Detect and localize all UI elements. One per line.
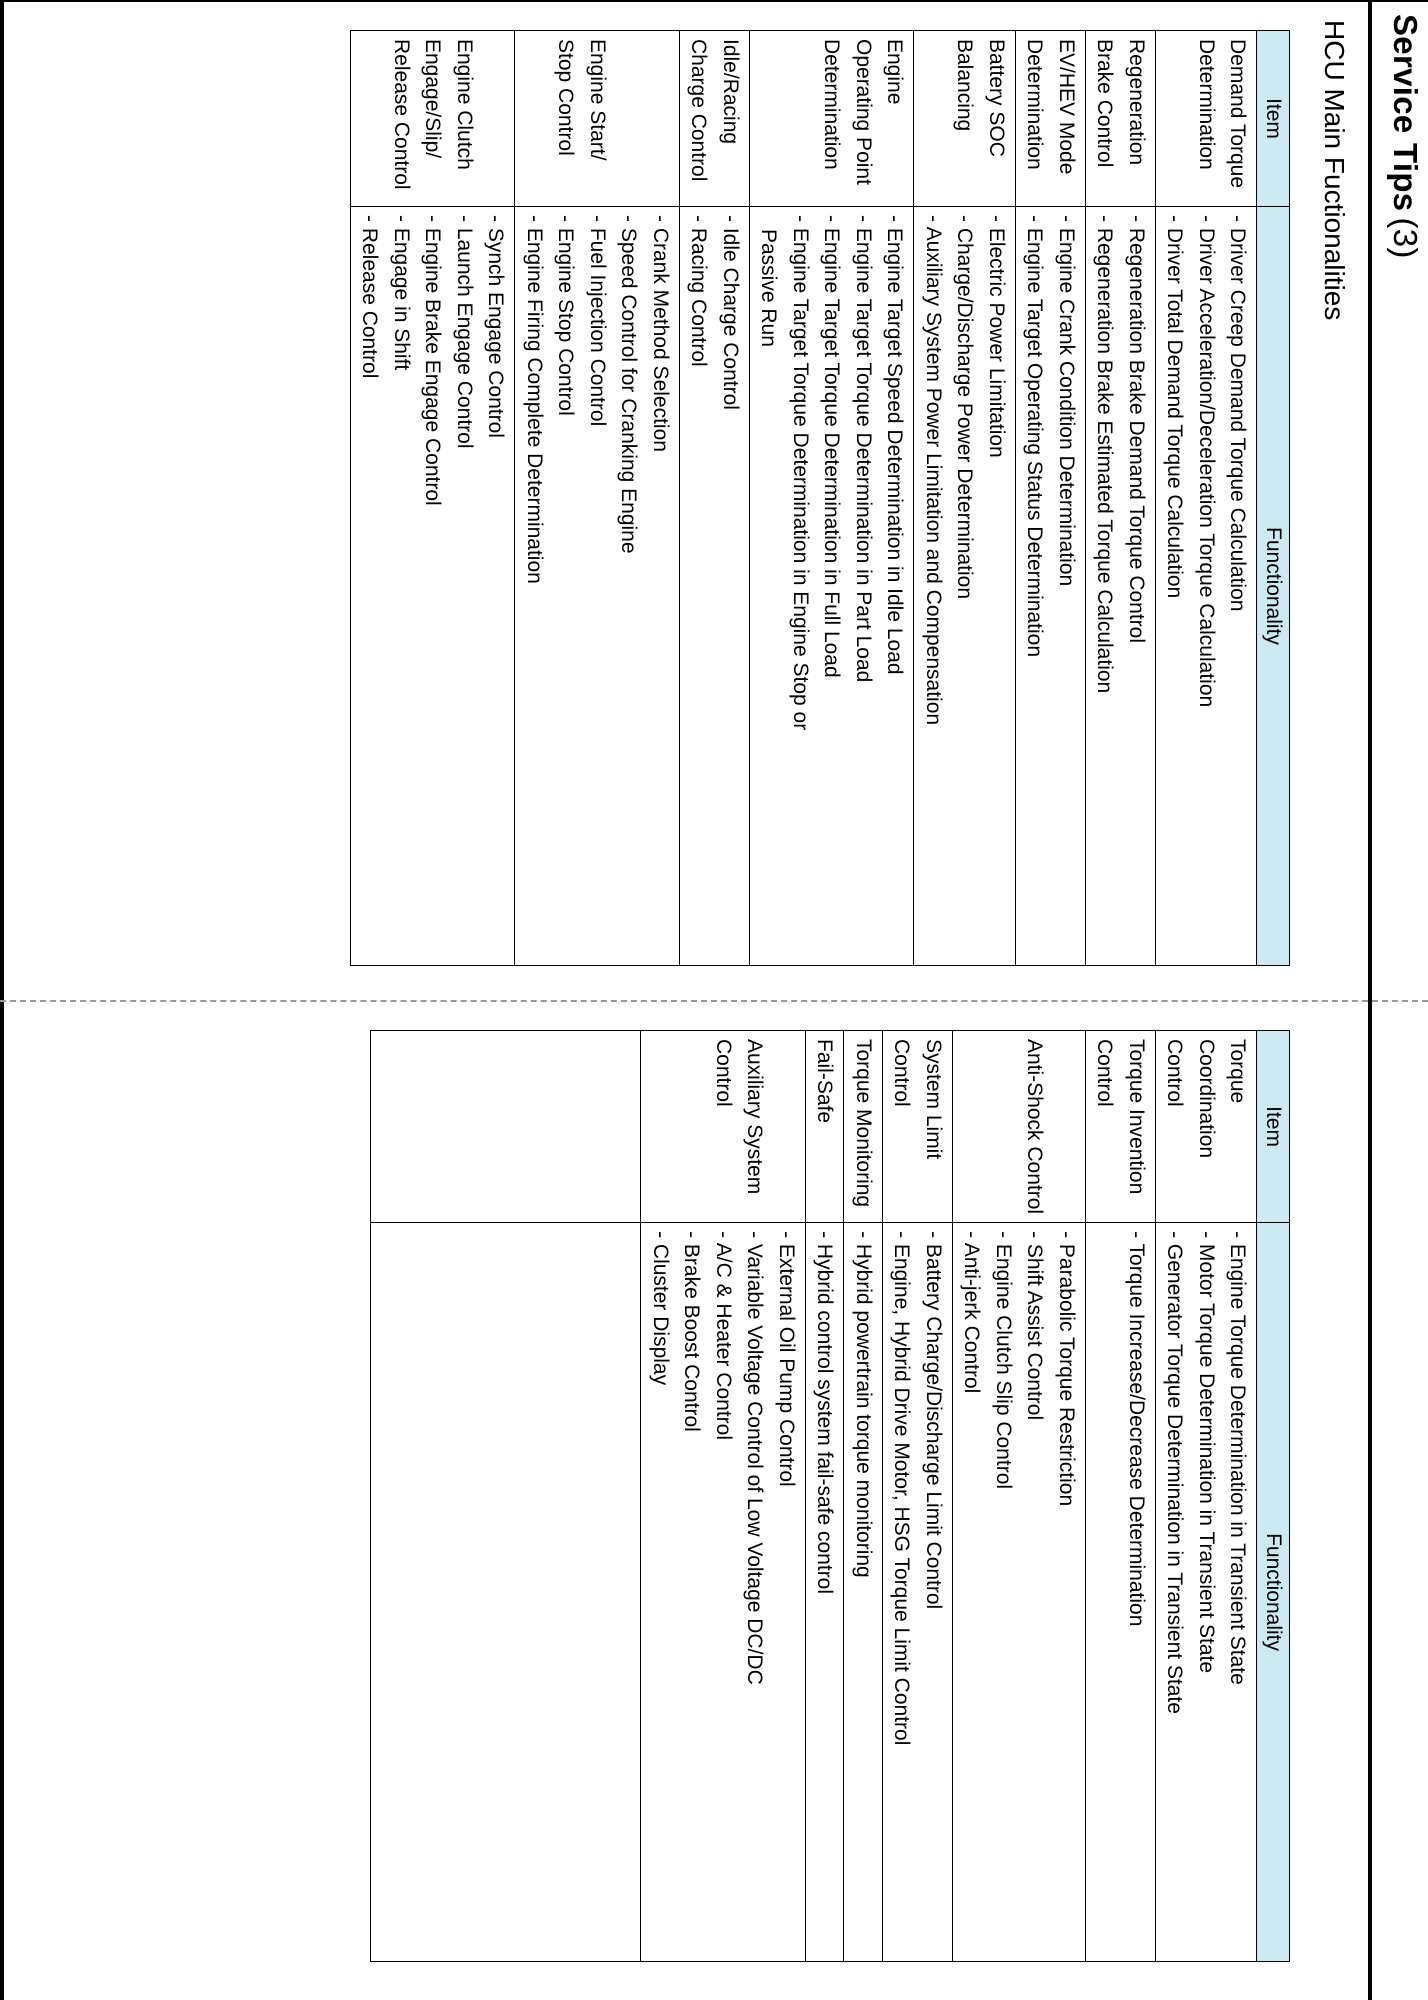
functionality-line: - Variable Voltage Control of Low Voltage DC/DC: [743, 1231, 767, 1685]
functionality-line: - Speed Control for Cranking Engine: [617, 215, 641, 554]
item-cell: [806, 1031, 845, 1223]
functionality-line: - Release Control: [358, 215, 382, 379]
functionality-line: - Electric Power Limitation: [985, 215, 1008, 458]
table-row: [515, 31, 680, 966]
item-cell: [680, 31, 750, 207]
item-cell: [914, 31, 1016, 207]
functionality-cell: [806, 1223, 845, 1962]
functionality-line: - Battery Charge/Discharge Limit Control: [922, 1231, 945, 1610]
functionality-line: - Engine Torque Determination in Transient State: [1226, 1231, 1250, 1685]
item-line: Charge Control: [687, 39, 711, 182]
item-line: Control: [890, 1039, 914, 1107]
item-line: Coordination: [1195, 1039, 1218, 1159]
functionality-cell: [883, 1223, 953, 1962]
functionality-line: - Cluster Display: [649, 1231, 672, 1386]
table-row: [883, 1031, 953, 1962]
functionality-cell: [1086, 1223, 1156, 1962]
item-line: Control: [712, 1039, 735, 1107]
functionality-cell: [641, 1223, 806, 1962]
item-line: [771, 1039, 803, 1214]
functionality-line: - Engine Target Torque Determination in Full Load: [820, 215, 844, 678]
table-row: [806, 1031, 845, 1962]
functionality-line: - Engine Clutch Slip Control: [992, 1231, 1015, 1490]
functionality-cell: [515, 207, 680, 966]
table-row: [914, 31, 1016, 966]
item-cell: [371, 1031, 641, 1223]
item-line: Regeneration: [1125, 39, 1148, 166]
item-line: Determination: [1023, 39, 1047, 170]
header-item: Item: [1257, 31, 1290, 207]
functionality-line: - Anti-jerk Control: [960, 1231, 984, 1394]
functionality-line: - Engine Firing Complete Determination: [523, 215, 546, 584]
functionality-line: - Driver Total Demand Torque Calculation: [1163, 215, 1187, 599]
item-line: Determination: [1195, 39, 1218, 170]
item-line: Torque Monitoring: [852, 1039, 875, 1208]
item-line: Stop Control: [554, 39, 578, 156]
table-row: [641, 1031, 806, 1962]
functionality-line: - Idle Charge Control: [719, 215, 742, 410]
functionality-line: - Engine Brake Engage Control: [421, 215, 445, 506]
item-line: Determination: [820, 39, 844, 170]
item-line: Brake Control: [1093, 39, 1117, 168]
functionality-line: - Engage in Shift: [390, 215, 413, 371]
functionality-cell: [844, 1223, 883, 1962]
column-divider: [0, 1000, 1428, 1002]
header-functionality: Functionality: [1257, 207, 1290, 966]
item-cell: [351, 31, 516, 207]
item-line: Auxiliary System: [743, 1039, 767, 1195]
functionality-cell: [914, 207, 1016, 966]
table-row: [844, 1031, 883, 1962]
item-line: [480, 39, 512, 198]
item-line: Engine: [883, 39, 907, 105]
functionality-cell: [371, 1223, 641, 1962]
item-line: Torque: [1226, 1039, 1250, 1104]
header-item: Item: [1257, 1031, 1290, 1223]
table-row: [1086, 31, 1156, 966]
item-line: System Limit: [922, 1039, 945, 1160]
functionality-line: - Hybrid control system fail-safe control: [813, 1231, 837, 1595]
page-title: [1386, 14, 1424, 259]
item-line: Idle/Racing: [719, 39, 742, 145]
table-row: [680, 31, 750, 966]
functionality-line: - Driver Acceleration/Deceleration Torque Calculation: [1195, 215, 1218, 708]
table-row: [953, 1031, 1086, 1962]
table-row: [1086, 1031, 1156, 1962]
item-cell: [1086, 31, 1156, 207]
functionality-cell: [953, 1223, 1086, 1962]
item-line: Torque Invention: [1125, 1039, 1148, 1195]
table-row: [1156, 31, 1258, 966]
table-row: [1016, 31, 1086, 966]
title-number: (3): [1387, 217, 1424, 259]
item-line: Anti-Shock Control: [1023, 1039, 1047, 1215]
functionality-line: - Regeneration Brake Demand Torque Control: [1125, 215, 1148, 644]
item-cell: [1156, 1031, 1258, 1223]
section-title: HCU Main Fuctionalities: [1319, 20, 1350, 321]
functionality-line: - Engine Target Torque Determination in Part Load: [852, 215, 875, 683]
item-line: Operating Point: [852, 39, 875, 185]
title-text: Service Tips: [1387, 14, 1424, 212]
functionality-line: - Engine Crank Condition Determination: [1055, 215, 1078, 587]
functionality-line: - Engine Target Torque Determination in Engine Stop or: [789, 215, 812, 731]
item-cell: [1156, 31, 1258, 207]
functionality-line: - Launch Engage Control: [453, 215, 476, 449]
item-cell: [844, 1031, 883, 1223]
item-cell: [750, 31, 915, 207]
table-row: [750, 31, 915, 966]
item-cell: [515, 31, 680, 207]
functionality-cell: [1156, 1223, 1258, 1962]
item-cell: [953, 1031, 1086, 1223]
functionality-line: - Shift Assist Control: [1023, 1231, 1047, 1421]
functionality-line: - Engine Target Speed Determination in Idle Load: [883, 215, 907, 675]
functionality-line: - Motor Torque Determination in Transient State: [1195, 1231, 1218, 1674]
table-row: [1156, 1031, 1258, 1962]
item-cell: [641, 1031, 806, 1223]
functionality-line: - Synch Engage Control: [484, 215, 508, 438]
item-cell: [1086, 1031, 1156, 1223]
item-line: EV/HEV Mode: [1055, 39, 1078, 175]
item-line: [1051, 1039, 1083, 1214]
functionality-line: - Hybrid powertrain torque monitoring: [852, 1231, 875, 1578]
functionality-line: - Torque Increase/Decrease Determination: [1125, 1231, 1148, 1627]
functionality-line: - External Oil Pump Control: [775, 1231, 798, 1487]
item-line: [645, 39, 677, 198]
item-line: Engine Clutch: [453, 39, 476, 170]
functionality-line: - Engine Stop Control: [554, 215, 578, 416]
functionality-line: - Engine Target Operating Status Determination: [1023, 215, 1047, 658]
functionality-line: - Engine, Hybrid Drive Motor, HSG Torque Limit Control: [890, 1231, 914, 1746]
functionality-cell: [1016, 207, 1086, 966]
functionality-line: - Charge/Discharge Power Determination: [953, 215, 977, 599]
item-line: Battery SOC: [985, 39, 1008, 157]
header-functionality: Functionality: [1257, 1223, 1290, 1962]
item-line: Release Control: [390, 39, 413, 190]
item-line: Control: [1163, 1039, 1187, 1107]
item-cell: [1016, 31, 1086, 207]
functionality-line: - Parabolic Torque Restriction: [1055, 1231, 1078, 1507]
functionality-cell: [1156, 207, 1258, 966]
item-line: Balancing: [953, 39, 977, 132]
functionality-line: - A/C & Heater Control: [712, 1231, 735, 1440]
functions-table-right: [371, 1030, 1291, 1962]
item-line: Demand Torque: [1226, 39, 1250, 189]
functionality-line: - Brake Boost Control: [680, 1231, 704, 1432]
item-line: Fail-Safe: [813, 1039, 837, 1124]
functionality-cell: [750, 207, 915, 966]
item-cell: [883, 1031, 953, 1223]
functionality-line: - Fuel Injection Control: [586, 215, 609, 427]
functionality-line: Passive Run: [757, 229, 781, 347]
functionality-line: - Auxiliary System Power Limitation and Compensation: [922, 215, 945, 726]
item-line: [613, 39, 645, 198]
item-line: Engine Start/: [586, 39, 609, 161]
item-line: Engage/Slip/: [421, 39, 445, 159]
functionality-line: - Driver Creep Demand Torque Calculation: [1226, 215, 1250, 612]
functionality-line: - Generator Torque Determination in Transient State: [1163, 1231, 1187, 1714]
functionality-line: - Regeneration Brake Estimated Torque Calculation: [1093, 215, 1117, 694]
functionality-cell: [1086, 207, 1156, 966]
functionality-line: - Crank Method Selection: [649, 215, 672, 452]
functionality-cell: [351, 207, 516, 966]
functionality-cell: [680, 207, 750, 966]
table-row: [351, 31, 516, 966]
table-row: [371, 1031, 641, 1962]
item-line: Control: [1093, 1039, 1117, 1107]
functionality-line: - Racing Control: [687, 215, 711, 367]
functions-table-left: [350, 30, 1290, 966]
